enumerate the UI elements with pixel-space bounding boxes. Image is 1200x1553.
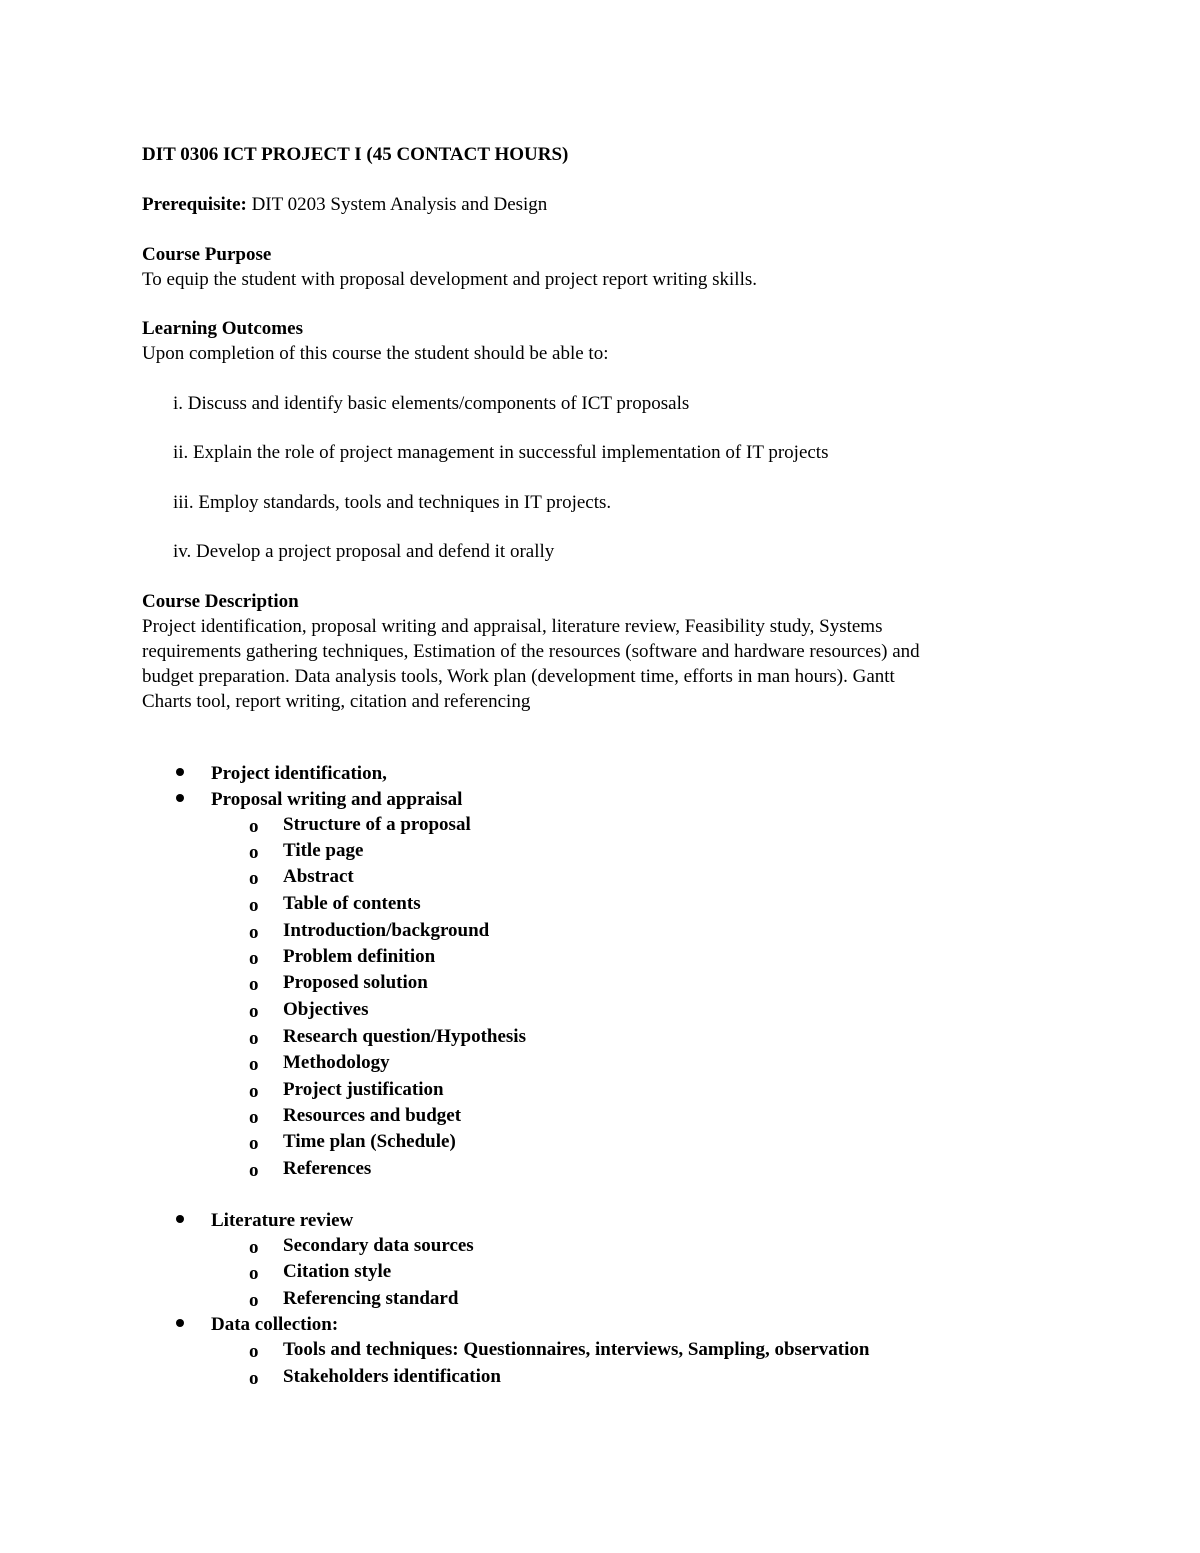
topic-item: Data collection: — [211, 1314, 339, 1335]
course-purpose-text: To equip the student with proposal development and project report writing skills. — [142, 269, 757, 290]
subtopic-item: Time plan (Schedule) — [283, 1131, 456, 1152]
subtopic-item: Resources and budget — [283, 1105, 462, 1126]
sub-bullet-icon: o — [249, 1081, 259, 1102]
subtopic-item: Objectives — [283, 999, 369, 1020]
prerequisite-line — [142, 195, 547, 214]
subtopic-item: Tools and techniques: Questionnaires, interviews, Sampling, observation — [283, 1339, 870, 1360]
subtopic-item: Structure of a proposal — [283, 814, 471, 835]
sub-bullet-icon: o — [249, 922, 259, 943]
sub-bullet-icon: o — [249, 1290, 259, 1311]
prerequisite-label: Prerequisite: — [142, 194, 247, 215]
course-description-line: Project identification, proposal writing and appraisal, literature review, Feasibility study, Systems — [142, 616, 883, 637]
sub-bullet-icon: o — [249, 895, 259, 916]
subtopic-item: Proposed solution — [283, 972, 428, 993]
subtopic-item: Table of contents — [283, 893, 421, 914]
prerequisite-value: DIT 0203 System Analysis and Design — [251, 194, 548, 215]
outcome-item: iii. Employ standards, tools and techniques in IT projects. — [173, 492, 612, 513]
course-description-line: requirements gathering techniques, Estimation of the resources (software and hardware resources) and — [142, 641, 920, 662]
sub-bullet-icon: o — [249, 1107, 259, 1128]
outcome-item: ii. Explain the role of project management in successful implementation of IT projects — [173, 442, 829, 463]
subtopic-item: Project justification — [283, 1079, 444, 1100]
sub-bullet-icon: o — [249, 1263, 259, 1284]
outcome-item: iv. Develop a project proposal and defend it orally — [173, 541, 555, 562]
topic-item: Proposal writing and appraisal — [211, 789, 463, 810]
sub-bullet-icon: o — [249, 1237, 259, 1258]
subtopic-item: Citation style — [283, 1261, 392, 1282]
sub-bullet-icon: o — [249, 1160, 259, 1181]
subtopic-item: Secondary data sources — [283, 1235, 474, 1256]
course-description-line: Charts tool, report writing, citation and referencing — [142, 691, 531, 712]
course-title: DIT 0306 ICT PROJECT I (45 CONTACT HOURS) — [142, 144, 569, 165]
subtopic-item: Title page — [283, 840, 364, 861]
sub-bullet-icon: o — [249, 1054, 259, 1075]
sub-bullet-icon: o — [249, 1341, 259, 1362]
bullet-icon — [176, 794, 184, 802]
course-purpose-heading: Course Purpose — [142, 244, 272, 265]
subtopic-item: Abstract — [283, 866, 354, 887]
bullet-icon — [176, 1319, 184, 1327]
bullet-icon — [176, 1215, 184, 1223]
subtopic-item: Methodology — [283, 1052, 390, 1073]
sub-bullet-icon: o — [249, 868, 259, 889]
bullet-icon — [176, 768, 184, 776]
outcome-item: i. Discuss and identify basic elements/components of ICT proposals — [173, 393, 690, 414]
subtopic-item: Introduction/background — [283, 920, 490, 941]
sub-bullet-icon: o — [249, 1001, 259, 1022]
learning-outcomes-heading: Learning Outcomes — [142, 318, 303, 339]
subtopic-item: Referencing standard — [283, 1288, 459, 1309]
topic-item: Project identification, — [211, 763, 387, 784]
subtopic-item: Research question/Hypothesis — [283, 1026, 526, 1047]
subtopic-item: Problem definition — [283, 946, 436, 967]
course-description-heading: Course Description — [142, 591, 299, 612]
sub-bullet-icon: o — [249, 842, 259, 863]
sub-bullet-icon: o — [249, 948, 259, 969]
sub-bullet-icon: o — [249, 974, 259, 995]
subtopic-item: References — [283, 1158, 372, 1179]
sub-bullet-icon: o — [249, 1368, 259, 1389]
sub-bullet-icon: o — [249, 1133, 259, 1154]
learning-outcomes-intro: Upon completion of this course the student should be able to: — [142, 343, 609, 364]
subtopic-item: Stakeholders identification — [283, 1366, 501, 1387]
course-description-line: budget preparation. Data analysis tools, Work plan (development time, efforts in man hours). Gantt — [142, 666, 895, 687]
topic-item: Literature review — [211, 1210, 354, 1231]
sub-bullet-icon: o — [249, 1028, 259, 1049]
sub-bullet-icon: o — [249, 816, 259, 837]
